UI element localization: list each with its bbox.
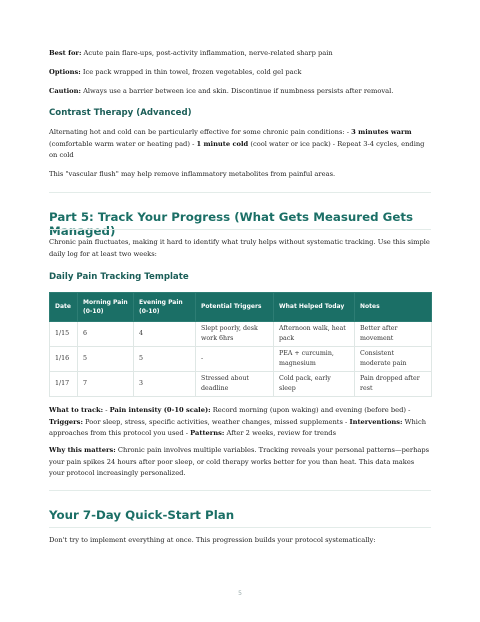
table-cell: 5 [134,347,196,372]
what-to-track-paragraph: What to track: - Pain intensity (0-10 scale): Record morning (upon waking) and evening (before bed) - Triggers: Poor sleep, stress, specific activities, weather changes, missed supplements - Interventions: Which approaches from this protocol you used - Patterns: After 2 weeks, review for trends [49,406,426,438]
part5-heading-underline [49,229,431,230]
table-cell: 3 [134,372,196,397]
section-divider [49,192,431,193]
table-cell: 6 [78,322,134,347]
best-for-paragraph: Best for: Acute pain flare-ups, post-activity inflammation, nerve-related sharp pain [49,49,333,57]
table-cell: 5 [78,347,134,372]
quick-start-heading-underline [49,527,431,528]
table-cell: Better after movement [355,322,432,347]
table-header-cell: Potential Triggers [196,293,274,322]
table-header-row [50,293,432,322]
pain-tracking-table [49,292,432,397]
table-cell: Afternoon walk, heat pack [274,322,355,347]
table-row [50,372,432,397]
table-row [50,322,432,347]
table-cell: Pain dropped after rest [355,372,432,397]
table-cell: Cold pack, early sleep [274,372,355,397]
table-header-cell: Morning Pain (0-10) [78,293,134,322]
contrast-therapy-heading: Contrast Therapy (Advanced) [49,108,192,118]
table-cell: 4 [134,322,196,347]
table-cell: 1/16 [50,347,78,372]
table-header-cell: Date [50,293,78,322]
tracking-template-heading: Daily Pain Tracking Template [49,272,189,282]
table-cell: PEA + curcumin, magnesium [274,347,355,372]
section-divider [49,490,431,491]
table-row [50,347,432,372]
part5-heading: Part 5: Track Your Progress (What Gets Measured Gets Managed) [49,210,414,238]
table-cell: 1/17 [50,372,78,397]
table-cell: 1/15 [50,322,78,347]
table-header-cell: What Helped Today [274,293,355,322]
vascular-flush-paragraph: This "vascular flush" may help remove inflammatory metabolites from painful areas. [49,170,336,178]
pain-tracking-table-wrap [49,292,431,397]
page-number: 5 [238,590,242,597]
part5-intro: Chronic pain fluctuates, making it hard to identify what truly helps without systematic tracking. Use this simple daily log for at least two weeks: [49,238,430,258]
table-header-cell: Evening Pain (0-10) [134,293,196,322]
contrast-therapy-paragraph: Alternating hot and cold can be particularly effective for some chronic pain conditions: - 3 minutes warm (comfortable warm water or heating pad) - 1 minute cold (cool water or ice pack) - Repeat 3-4 cycles, ending on cold [49,128,425,160]
table-cell: Stressed about deadline [196,372,274,397]
table-cell: Slept poorly, desk work 6hrs [196,322,274,347]
table-cell: Consistent moderate pain [355,347,432,372]
options-paragraph: Options: Ice pack wrapped in thin towel, frozen vegetables, cold gel pack [49,68,302,76]
table-cell: 7 [78,372,134,397]
quick-start-intro: Don't try to implement everything at once. This progression builds your protocol systematically: [49,536,376,544]
why-this-matters-paragraph: Why this matters: Chronic pain involves multiple variables. Tracking reveals your personal patterns—perhaps your pain spikes 24 hours after poor sleep, or cold therapy works better for you than heat. This data makes your protocol increasingly personalized. [49,446,430,478]
table-cell: - [196,347,274,372]
caution-paragraph: Caution: Always use a barrier between ice and skin. Discontinue if numbness persists after removal. [49,87,394,95]
quick-start-heading: Your 7-Day Quick-Start Plan [49,508,235,522]
table-header-cell: Notes [355,293,432,322]
